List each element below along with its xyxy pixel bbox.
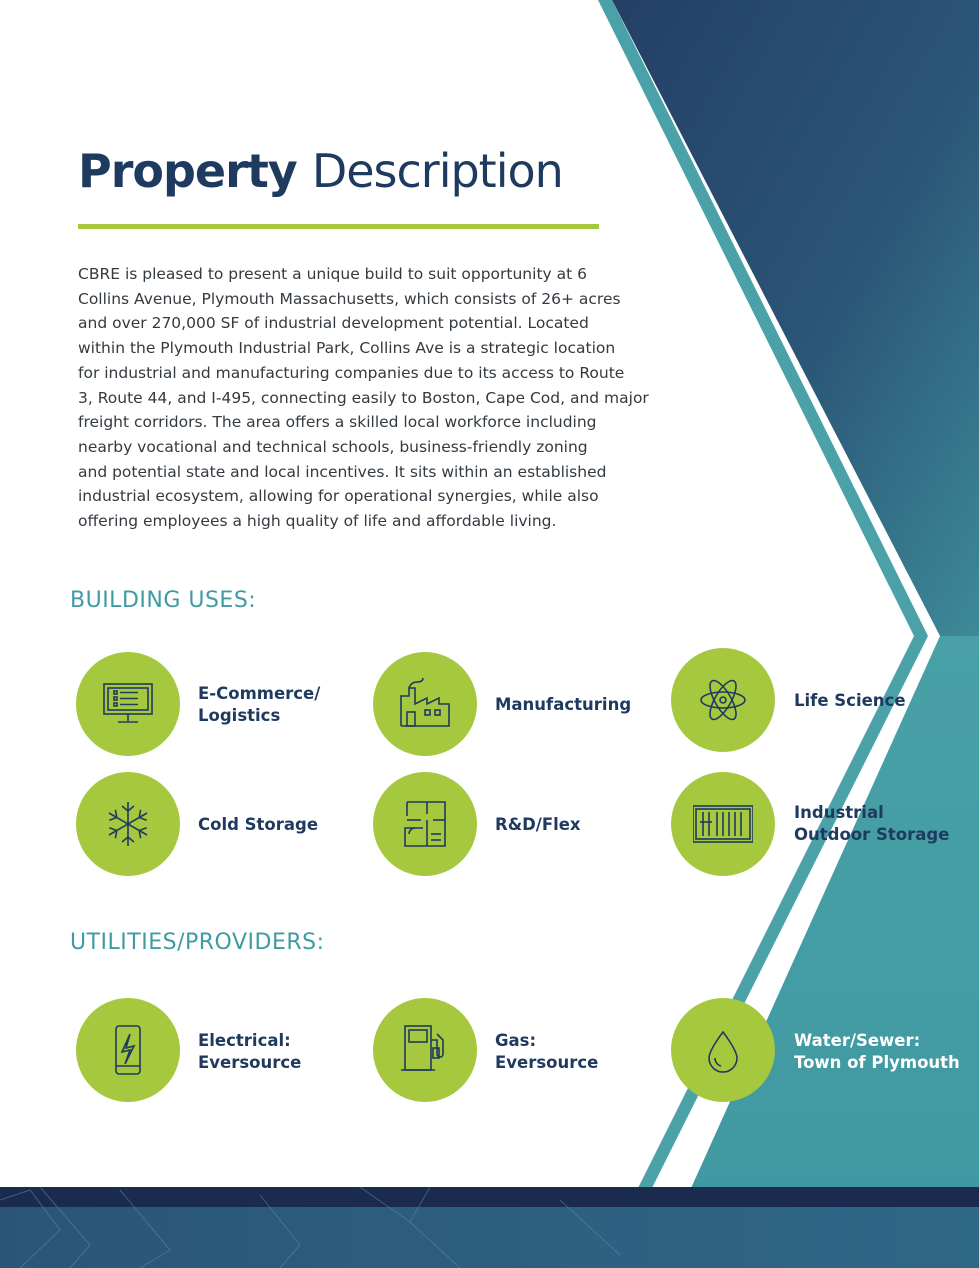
page-title bbox=[78, 140, 563, 202]
use-label-cold-storage: Cold Storage bbox=[198, 815, 319, 834]
page-title-light: Description bbox=[311, 144, 563, 198]
description-line: Collins Avenue, Plymouth Massachusetts, which consists of 26+ acres bbox=[78, 289, 621, 308]
description-line: industrial ecosystem, allowing for operational synergies, while also bbox=[78, 487, 599, 506]
description-line: within the Plymouth Industrial Park, Collins Ave is a strategic location bbox=[78, 339, 616, 358]
outdoor-storage-icon-circle bbox=[671, 772, 775, 876]
atom-icon bbox=[693, 670, 753, 730]
floor-plan-icon bbox=[395, 794, 455, 854]
use-label-manufacturing: Manufacturing bbox=[495, 695, 632, 714]
water-icon-circle bbox=[671, 998, 775, 1102]
description-line: offering employees a high quality of life and affordable living. bbox=[78, 512, 557, 531]
life-science-icon-circle bbox=[671, 648, 775, 752]
gas-icon-circle bbox=[373, 998, 477, 1102]
manufacturing-icon-circle bbox=[373, 652, 477, 756]
water-drop-icon bbox=[693, 1020, 753, 1080]
use-label-outdoor-storage: Industrial Outdoor Storage bbox=[794, 803, 950, 844]
utility-label-water: Water/Sewer: Town of Plymouth bbox=[794, 1031, 960, 1072]
use-label-ecommerce: E-Commerce/ Logistics bbox=[198, 684, 321, 725]
footer-dark-line bbox=[0, 1187, 979, 1207]
ecommerce-icon-circle bbox=[76, 652, 180, 756]
cold-storage-icon-circle bbox=[76, 772, 180, 876]
factory-icon bbox=[395, 674, 455, 734]
gas-pump-icon bbox=[395, 1020, 455, 1080]
use-label-life-science: Life Science bbox=[794, 691, 906, 710]
description-line: for industrial and manufacturing companies due to its access to Route bbox=[78, 363, 625, 382]
description-line: freight corridors. The area offers a skilled local workforce including bbox=[78, 413, 597, 432]
use-label-rd-flex: R&D/Flex bbox=[495, 815, 581, 834]
utility-label-gas: Gas: Eversource bbox=[495, 1031, 599, 1072]
description-line: 3, Route 44, and I-495, connecting easily to Boston, Cape Cod, and major bbox=[78, 388, 649, 407]
navy-chevron bbox=[612, 0, 979, 636]
rd-flex-icon-circle bbox=[373, 772, 477, 876]
electrical-icon-circle bbox=[76, 998, 180, 1102]
computer-monitor-icon bbox=[98, 674, 158, 734]
utilities-heading: UTILITIES/PROVIDERS: bbox=[70, 930, 325, 955]
title-underline bbox=[78, 224, 599, 229]
shipping-container-icon bbox=[693, 794, 753, 854]
footer-band bbox=[0, 1207, 979, 1268]
electric-bolt-icon bbox=[98, 1020, 158, 1080]
description-line: and potential state and local incentives. It sits within an established bbox=[78, 462, 607, 481]
property-description bbox=[78, 262, 663, 534]
page-title-bold: Property bbox=[78, 144, 297, 198]
description-line: and over 270,000 SF of industrial development potential. Located bbox=[78, 314, 589, 333]
snowflake-icon bbox=[98, 794, 158, 854]
description-line: nearby vocational and technical schools, business-friendly zoning bbox=[78, 437, 588, 456]
utility-label-electrical: Electrical: Eversource bbox=[198, 1031, 302, 1072]
building-uses-heading: BUILDING USES: bbox=[70, 588, 257, 613]
description-line: CBRE is pleased to present a unique build to suit opportunity at 6 bbox=[78, 265, 587, 283]
